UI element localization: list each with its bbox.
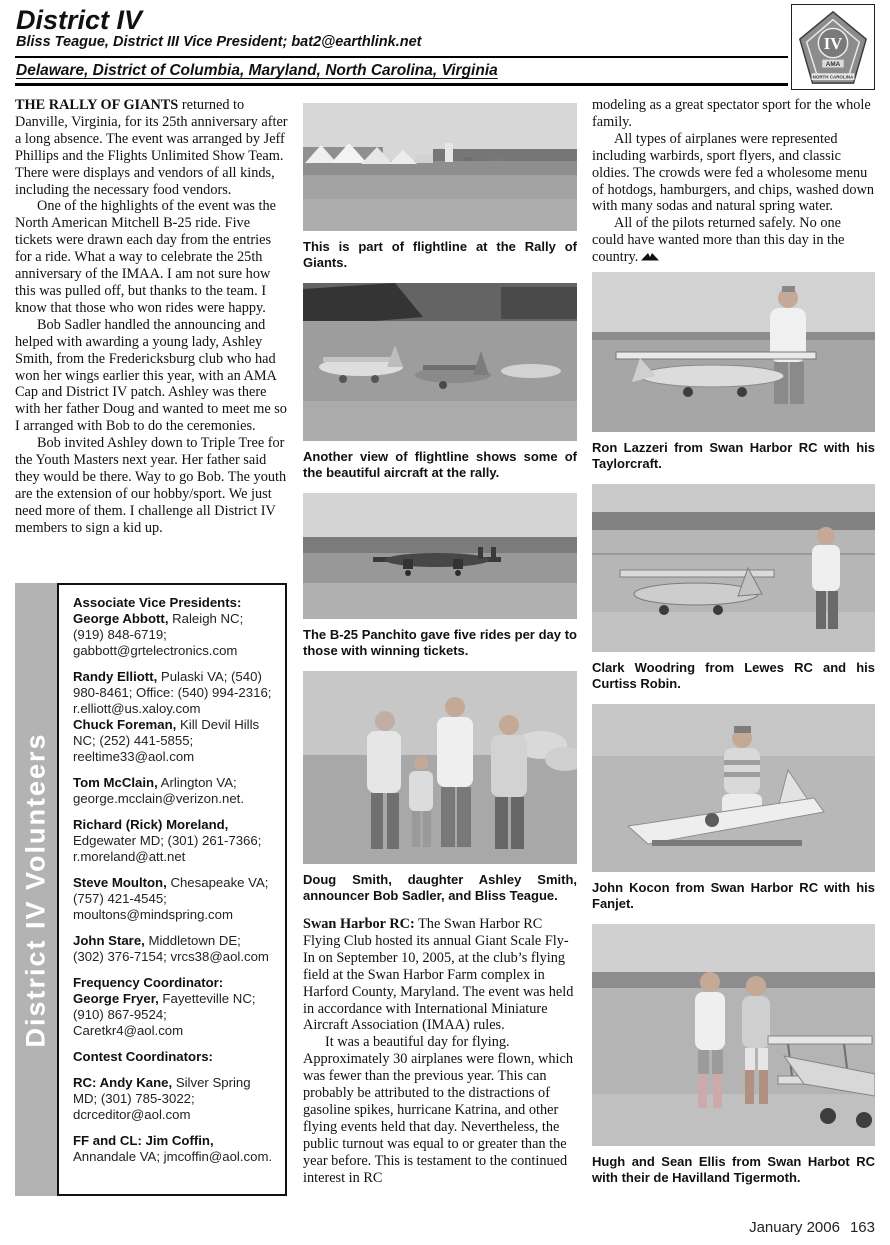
swan-harbor-lead: Swan Harbor RC: — [303, 916, 415, 932]
figure-flightline-1 — [303, 103, 577, 271]
caption-flightline-1: This is part of flightline at the Rally of Giants. — [303, 239, 577, 270]
volunteer-entry — [73, 717, 273, 765]
volunteer-entry — [73, 933, 273, 965]
volunteer-contact: Annandale VA; jmcoffin@aol.com. — [73, 1149, 273, 1164]
byline: Bliss Teague, District III Vice President; bat2@earthlink.net — [16, 34, 422, 50]
volunteer-entry — [73, 611, 273, 659]
caption-kocon: John Kocon from Swan Harbor RC with his Fanjet. — [592, 880, 875, 912]
sidebar-vertical-label: District IV Volunteers — [20, 731, 51, 1048]
header-rule-thick — [15, 83, 788, 86]
volunteer-entry — [73, 1075, 273, 1123]
caption-b25: The B-25 Panchito gave five rides per day to those with winning tickets. — [303, 627, 577, 658]
caption-ellis: Hugh and Sean Ellis from Swan Harbot RC with their de Havilland Tigermoth. — [592, 1154, 875, 1186]
photo-group — [303, 671, 577, 864]
page-footer — [749, 1219, 875, 1236]
volunteer-contact: Arlington VA; george.mcclain@verizon.net. — [73, 775, 244, 806]
header-rule-thin — [15, 56, 788, 58]
figure-ellis — [592, 924, 875, 1186]
figure-flightline-2 — [303, 283, 577, 481]
swan-harbor-section — [303, 916, 577, 1187]
volunteers-box — [57, 583, 287, 1196]
ama-district-iv-logo — [791, 4, 875, 90]
volunteer-entry — [73, 875, 273, 923]
svg-text:NORTH CAROLINA: NORTH CAROLINA — [812, 74, 854, 80]
caption-woodring: Clark Woodring from Lewes RC and his Curtiss Robin. — [592, 660, 875, 692]
volunteer-contact: Middletown DE; (302) 376-7154; vrcs38@aol.com — [73, 933, 269, 964]
volunteer-contact: Chesapeake VA; (757) 421-4545; moultons@mindspring.com — [73, 875, 269, 922]
ama-wings-icon — [641, 252, 659, 261]
page-number: 163 — [849, 1219, 875, 1236]
volunteer-entry — [73, 1133, 273, 1165]
photo-flightline-1 — [303, 103, 577, 231]
volunteer-contact: Raleigh NC; (919) 848-6719; gabbott@grtelectronics.com — [73, 611, 244, 658]
article-paragraphs — [15, 198, 288, 536]
volunteer-entry — [73, 595, 273, 611]
caption-flightline-2: Another view of flightline shows some of the beautiful aircraft at the rally. — [303, 449, 577, 480]
article-column — [15, 97, 288, 537]
figure-b25 — [303, 493, 577, 659]
volunteer-entry — [73, 817, 273, 865]
photo-flightline-2 — [303, 283, 577, 441]
svg-text:AMA: AMA — [825, 61, 841, 69]
figure-group — [303, 671, 577, 904]
article-paragraph: One of the highlights of the event was the North American Mitchell B-25 ride. Five tickets were drawn each day from the entries for a ride. What a way to celebrate the 25th anniversary of the IMAA. I am not sure how this was pulled off, but thanks to the team. I know that those who won rides were happy. — [15, 198, 277, 316]
volunteer-name: Steve Moulton, — [73, 875, 167, 890]
volunteer-name: Frequency Coordinator: — [73, 975, 224, 990]
article-lead-bold: THE RALLY OF GIANTS — [15, 97, 179, 113]
volunteer-entry — [73, 991, 273, 1039]
photo-woodring-curtiss-robin — [592, 484, 875, 652]
volunteer-contact: Edgewater MD; (301) 261-7366; r.moreland@att.net — [73, 833, 262, 864]
volunteer-contact: Kill Devil Hills NC; (252) 441-5855; reeltime33@aol.com — [73, 717, 260, 764]
district-states: Delaware, District of Columbia, Maryland, North Carolina, Virginia — [16, 62, 498, 79]
photo-lazzeri-taylorcraft — [592, 272, 875, 432]
svg-text:IV: IV — [823, 33, 843, 53]
caption-group: Doug Smith, daughter Ashley Smith, announcer Bob Sadler, and Bliss Teague. — [303, 872, 577, 903]
volunteer-name: George Fryer, — [73, 991, 159, 1006]
volunteer-entry — [73, 669, 273, 717]
continuation-paragraph-1: modeling as a great spectator sport for the whole family. — [592, 97, 871, 130]
figure-woodring — [592, 484, 875, 692]
photo-b25 — [303, 493, 577, 619]
swan-harbor-paragraph-2: It was a beautiful day for flying. Approximately 30 airplanes were flown, which was fewer than the previous year. This can probably be attributed to the distractions of gasoline spikes, hurricane Katrina, and other flying events held that day. Nevertheless, the public turnout was equal to or greater than the year before. This is testament to the continued interest in RC — [303, 1034, 573, 1186]
volunteer-entry — [73, 975, 273, 991]
volunteer-contact: Pulaski VA; (540) 980-8461; Office: (540) 994-2316; r.elliott@us.xaloy.com — [73, 669, 272, 716]
volunteer-name: FF and CL: Jim Coffin, — [73, 1133, 214, 1148]
volunteer-name: Tom McClain, — [73, 775, 158, 790]
issue-date: January 2006 — [749, 1219, 840, 1236]
continuation-paragraph-2: All types of airplanes were represented including warbirds, sport flyers, and classic oldies. The crowds were fed a wholesome menu of hotdogs, hamburgers, and chips, washed down with many sodas and natural spring water. — [592, 130, 875, 215]
continuation-paragraph-3: All of the pilots returned safely. No one could have wanted more than this day in the country. — [592, 215, 845, 266]
right-column — [592, 97, 875, 1198]
district-iv-badge-icon — [792, 5, 874, 89]
volunteer-contact: Fayetteville NC; (910) 867-9524; Caretkr4@aol.com — [73, 991, 256, 1038]
photo-ellis-tigermoth — [592, 924, 875, 1146]
volunteer-name: Randy Elliott, — [73, 669, 158, 684]
volunteer-entry — [73, 1049, 273, 1065]
figure-kocon — [592, 704, 875, 912]
caption-lazzeri: Ron Lazzeri from Swan Harbor RC with his Taylorcraft. — [592, 440, 875, 472]
volunteer-name: Chuck Foreman, — [73, 717, 177, 732]
volunteer-name: Associate Vice Presidents: — [73, 595, 242, 610]
volunteer-name: RC: Andy Kane, — [73, 1075, 173, 1090]
page-title: District IV — [16, 5, 143, 35]
figure-lazzeri — [592, 272, 875, 472]
article-paragraph: Bob Sadler handled the announcing and helped with awarding a young lady, Ashley Smith, from the Fredericksburg club who had won her wings earlier this year, with an AMA Cap and District IV patch. Ashley was there with her father Doug and wanted to meet me so I arranged with Bob to do the ceremonies. — [15, 316, 287, 435]
volunteer-entry — [73, 775, 273, 807]
volunteer-name: Richard (Rick) Moreland, — [73, 817, 229, 832]
middle-column — [303, 103, 577, 1187]
article-lead-paragraph: THE RALLY OF GIANTS returned to Danville, Virginia, for its 25th anniversary after a long absence. The event was arranged by Jeff Phillips and the Flights Unlimited Show Team. There were displays and vendors of all kinds, including the necessary food vendors. — [15, 97, 288, 198]
volunteer-contact: Silver Spring MD; (301) 785-3022; dcrceditor@aol.com — [73, 1075, 251, 1122]
volunteer-name: George Abbott, — [73, 611, 169, 626]
swan-harbor-paragraph-1: Swan Harbor RC: The Swan Harbor RC Flying Club hosted its annual Giant Scale Fly-In on September 10, 2005, at the club’s flying field at the Swan Harbor Farm complex in Harford County, Maryland. The event was held in accordance with International Miniature Aircraft Association (IMAA) rules. — [303, 916, 574, 1034]
photo-kocon-fanjet — [592, 704, 875, 872]
volunteer-name: Contest Coordinators: — [73, 1049, 213, 1064]
sidebar-vertical-bar — [15, 583, 57, 1196]
volunteer-name: John Stare, — [73, 933, 145, 948]
article-paragraph: Bob invited Ashley down to Triple Tree for the Youth Masters next year. Her father said they would be there. Way to go Bob. The youth are the extension of our hobby/sport. We just need more of them. I challenge all District IV members to sign a kid up. — [15, 435, 287, 536]
